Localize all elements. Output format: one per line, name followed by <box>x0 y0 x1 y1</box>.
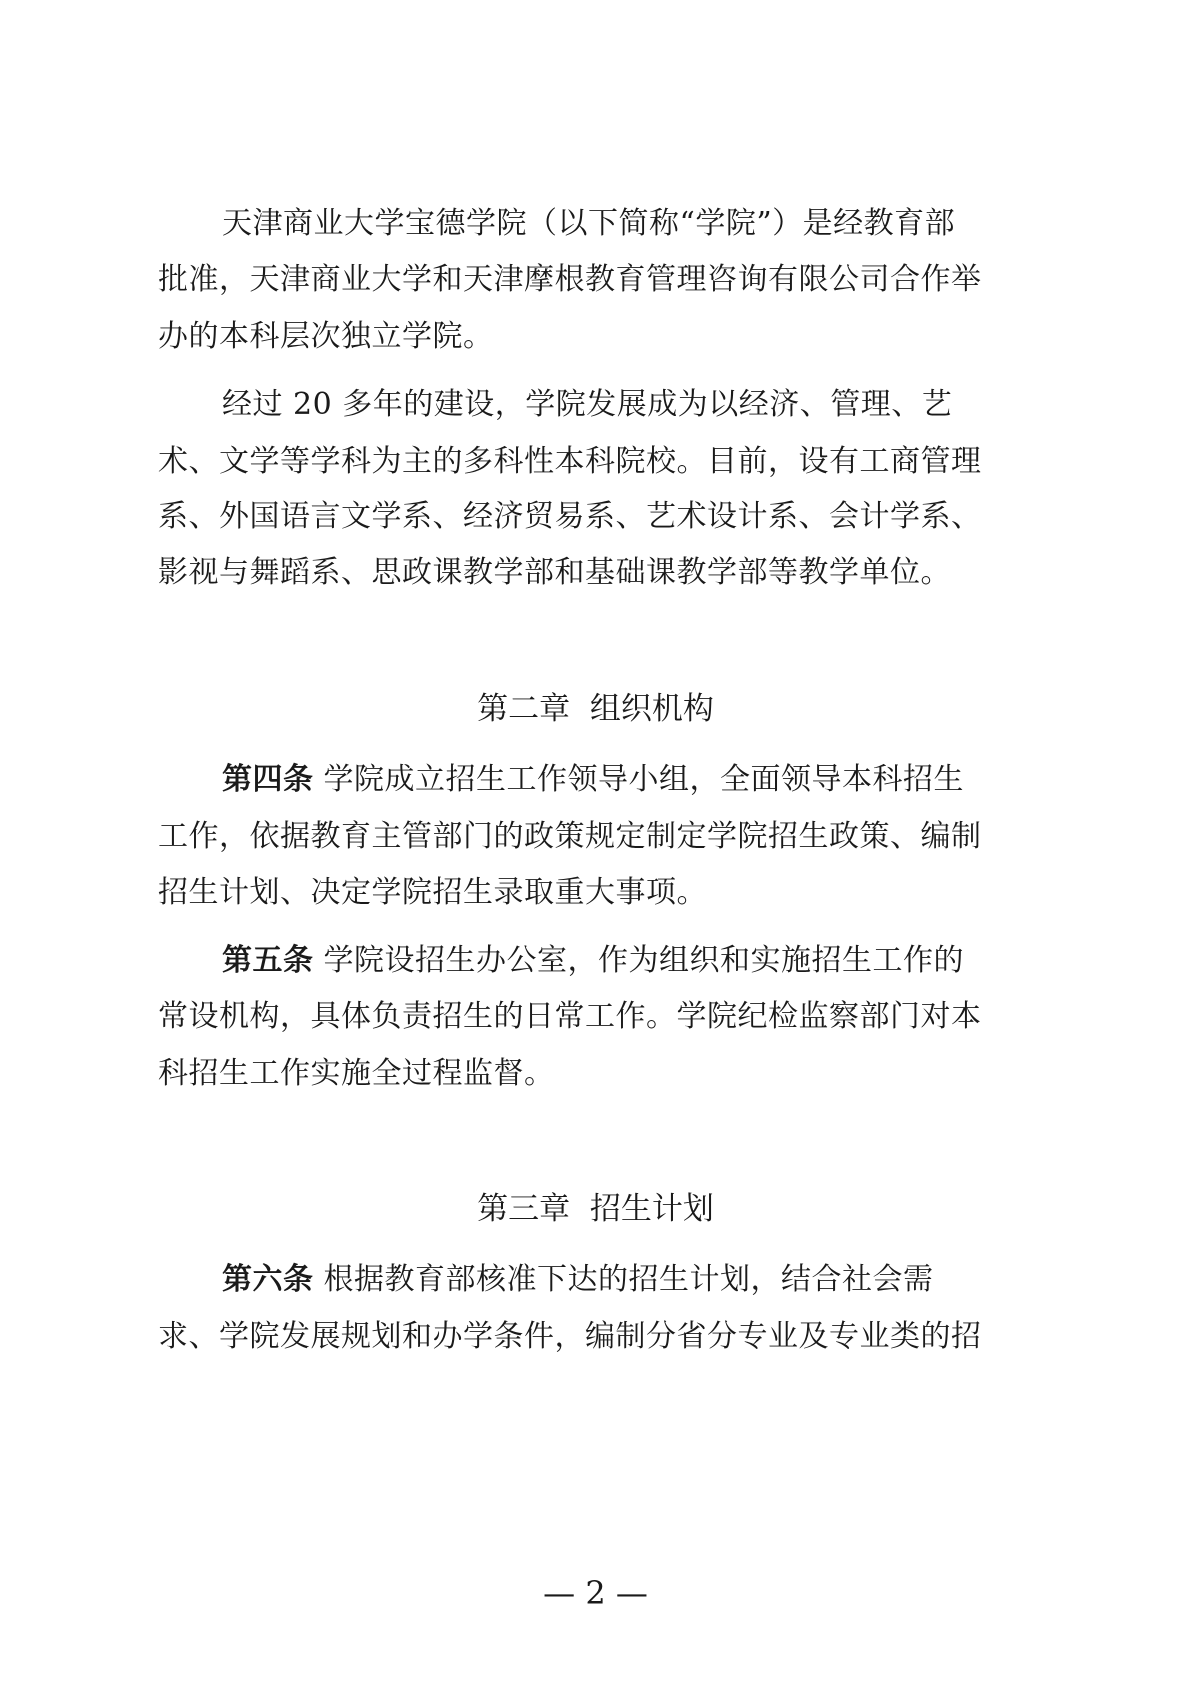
page-number: — 2 — <box>543 1574 648 1612</box>
article-4-label: 第四条 <box>222 762 314 797</box>
article-6-label: 第六条 <box>222 1262 314 1297</box>
paragraph-1-line-2: 批准，天津商业大学和天津摩根教育管理咨询有限公司合作举 <box>158 262 982 297</box>
paragraph-2-line-4: 影视与舞蹈系、思政课教学部和基础课教学部等教学单位。 <box>158 555 951 590</box>
article-5-line-2: 常设机构，具体负责招生的日常工作。学院纪检监察部门对本 <box>158 999 982 1034</box>
paragraph-1-line-1: 天津商业大学宝德学院（以下简称“学院”）是经教育部 <box>222 206 956 241</box>
article-4-line-2: 工作，依据教育主管部门的政策规定制定学院招生政策、编制 <box>158 819 982 854</box>
chapter-3-title: 第三章 招生计划 <box>477 1191 714 1227</box>
article-6-line-1 <box>222 1260 1102 1300</box>
paragraph-2-line-1: 经过 20 多年的建设，学院发展成为以经济、管理、艺 <box>222 387 953 422</box>
article-6-text: 根据教育部核准下达的招生计划，结合社会需 <box>313 1262 934 1297</box>
article-5-label: 第五条 <box>222 943 314 978</box>
paragraph-2-line-3: 系、外国语言文学系、经济贸易系、艺术设计系、会计学系、 <box>158 499 982 534</box>
article-5-line-3: 科招生工作实施全过程监督。 <box>158 1056 555 1091</box>
paragraph-2-line-2: 术、文学等学科为主的多科性本科院校。目前，设有工商管理 <box>158 444 982 479</box>
article-5-line-1 <box>222 941 1102 981</box>
article-4-text: 学院成立招生工作领导小组，全面领导本科招生 <box>313 762 965 797</box>
article-4-line-3: 招生计划、决定学院招生录取重大事项。 <box>158 875 707 910</box>
chapter-2-title: 第二章 组织机构 <box>477 691 714 727</box>
paragraph-1-line-3: 办的本科层次独立学院。 <box>158 319 494 354</box>
article-6-line-2: 求、学院发展规划和办学条件，编制分省分专业及专业类的招 <box>158 1319 982 1354</box>
article-4-line-1 <box>222 760 1102 800</box>
article-5-text: 学院设招生办公室，作为组织和实施招生工作的 <box>313 943 965 978</box>
